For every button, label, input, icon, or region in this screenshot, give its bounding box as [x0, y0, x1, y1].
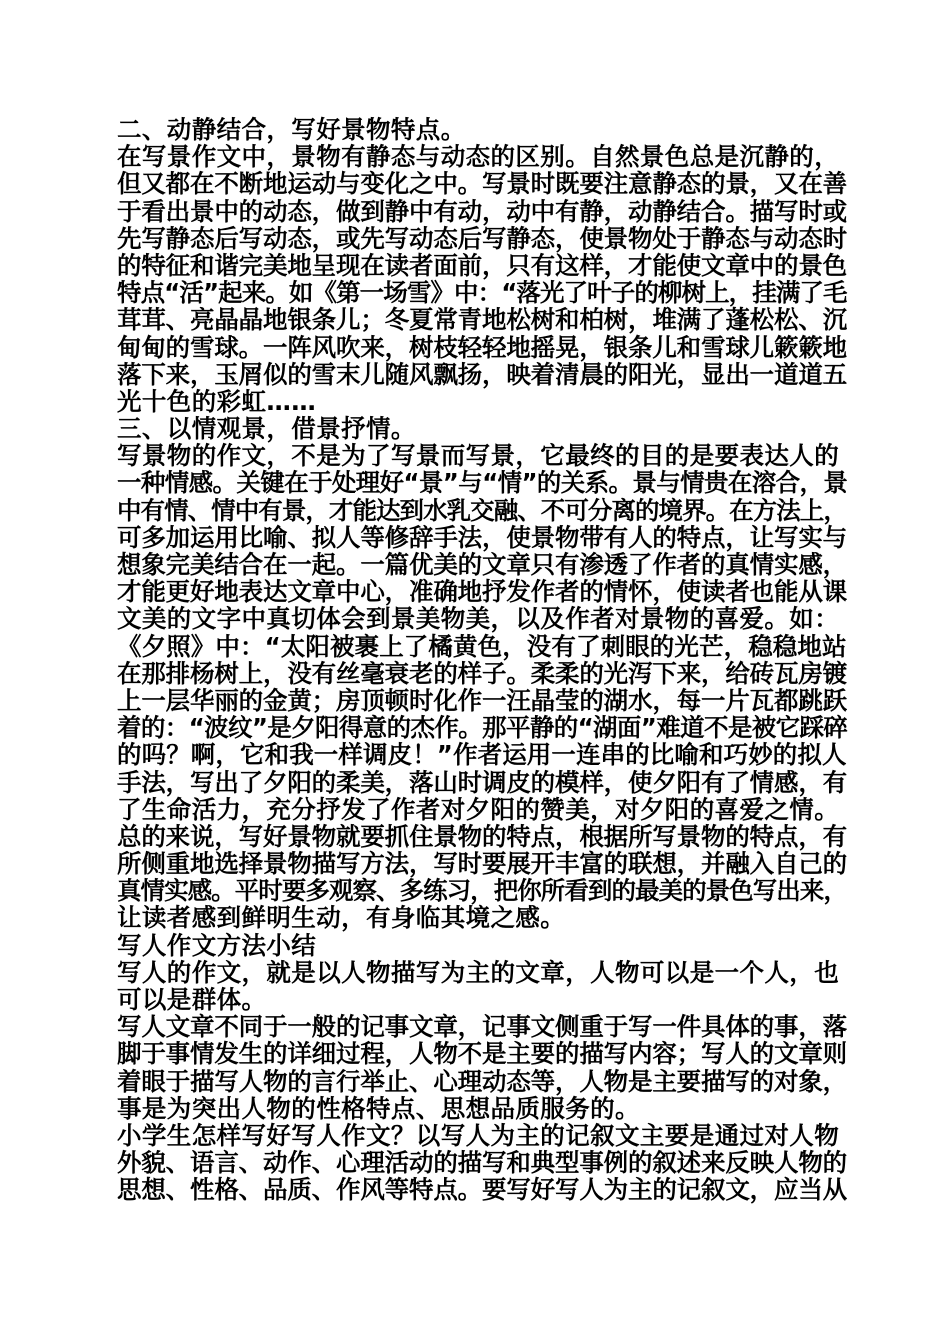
text-line: 写人作文方法小结: [117, 930, 317, 960]
text-line: 总的来说，写好景物就要抓住景物的特点，根据所写景物的特点，有: [117, 821, 847, 851]
text-line: 光十色的彩虹……: [117, 386, 317, 416]
text-line: 外貌、语言、动作、心理活动的描写和典型事例的叙述来反映人物的: [117, 1148, 847, 1178]
text-line: 着眼于描写人物的言行举止、心理动态等，人物是主要描写的对象，: [117, 1066, 847, 1096]
text-line: 让读者感到鲜明生动，有身临其境之感。: [117, 903, 566, 933]
text-line: 写景物的作文，不是为了写景而写景，它最终的目的是要表达人的: [117, 441, 840, 471]
text-line: 三、以情观景，借景抒情。: [117, 414, 416, 444]
document-page: [117, 116, 847, 1204]
text-line: 手法，写出了夕阳的柔美，落山时调皮的模样，使夕阳有了情感，有: [117, 767, 847, 797]
text-line: 在那排杨树上，没有丝毫衰老的样子。柔柔的光泻下来，给砖瓦房镀: [117, 658, 847, 688]
text-line: 于看出景中的动态，做到静中有动，动中有静，动静结合。描写时或: [117, 196, 847, 226]
text-line: 了生命活力，充分抒发了作者对夕阳的赞美，对夕阳的喜爱之情。: [117, 794, 840, 824]
text-line: 所侧重地选择景物描写方法，写时要展开丰富的联想，并融入自己的: [117, 849, 847, 879]
text-line: 想象完美结合在一起。一篇优美的文章只有渗透了作者的真情实感，: [117, 550, 847, 579]
text-line: 在写景作文中，景物有静态与动态的区别。自然景色总是沉静的，: [117, 142, 840, 172]
text-line: 二、动静结合，写好景物特点。: [117, 115, 466, 144]
text-line: 写人的作文，就是以人物描写为主的文章，人物可以是一个人，也: [117, 957, 840, 987]
text-line: 的特征和谐完美地呈现在读者面前，只有这样，才能使文章中的景色: [117, 250, 847, 280]
text-line: 《夕照》中：“太阳被裹上了橘黄色，没有了刺眼的光芒，稳稳地站: [117, 631, 847, 661]
text-line: 才能更好地表达文章中心，准确地抒发作者的情怀，使读者也能从课: [117, 577, 847, 607]
text-line: 茸茸、亮晶晶地银条儿；冬夏常青地松树和柏树，堆满了蓬松松、沉: [117, 305, 847, 335]
text-line: 一种情感。关键在于处理好“景”与“情”的关系。景与情贵在溶合，景: [117, 468, 848, 498]
text-line: 小学生怎样写好写人作文？以写人为主的记叙文主要是通过对人物: [117, 1120, 840, 1150]
text-line: 特点“活”起来。如《第一场雪》中：“落光了叶子的柳树上，挂满了毛: [117, 278, 847, 308]
text-line: 落下来，玉屑似的雪末儿随风飘扬，映着清晨的阳光，显出一道道五: [117, 359, 847, 389]
text-line: 可以是群体。: [117, 985, 267, 1014]
text-line: 的吗？啊，它和我一样调皮！”作者运用一连串的比喻和巧妙的拟人: [117, 740, 847, 770]
text-line: 文美的文字中真切体会到景美物美，以及作者对景物的喜爱。如：: [117, 604, 840, 634]
text-line: 先写静态后写动态，或先写动态后写静态，使景物处于静态与动态时: [117, 223, 847, 253]
text-line: 中有情、情中有景，才能达到水乳交融、不可分离的境界。在方法上，: [117, 495, 847, 525]
text-line: 可多加运用比喻、拟人等修辞手法，使景物带有人的特点，让写实与: [117, 522, 847, 552]
text-line: 写人文章不同于一般的记事文章，记事文侧重于写一件具体的事，落: [117, 1012, 847, 1042]
text-line: 真情实感。平时要多观察、多练习，把你所看到的最美的景色写出来，: [117, 876, 847, 906]
text-line: 思想、性格、品质、作风等特点。要写好写人为主的记叙文，应当从: [117, 1175, 847, 1205]
text-line: 但又都在不断地运动与变化之中。写景时既要注意静态的景，又在善: [117, 169, 847, 199]
text-line: 上一层华丽的金黄；房顶顿时化作一汪晶莹的湖水，每一片瓦都跳跃: [117, 685, 847, 715]
text-line: 事是为突出人物的性格特点、思想品质服务的。: [117, 1093, 640, 1123]
text-line: 脚于事情发生的详细过程，人物不是主要的描写内容；写人的文章则: [117, 1039, 847, 1069]
text-line: 甸甸的雪球。一阵风吹来，树枝轻轻地摇晃，银条儿和雪球儿簌簌地: [117, 332, 847, 362]
text-line: 着的：“波纹”是夕阳得意的杰作。那平静的“湖面”难道不是被它踩碎: [117, 713, 848, 743]
